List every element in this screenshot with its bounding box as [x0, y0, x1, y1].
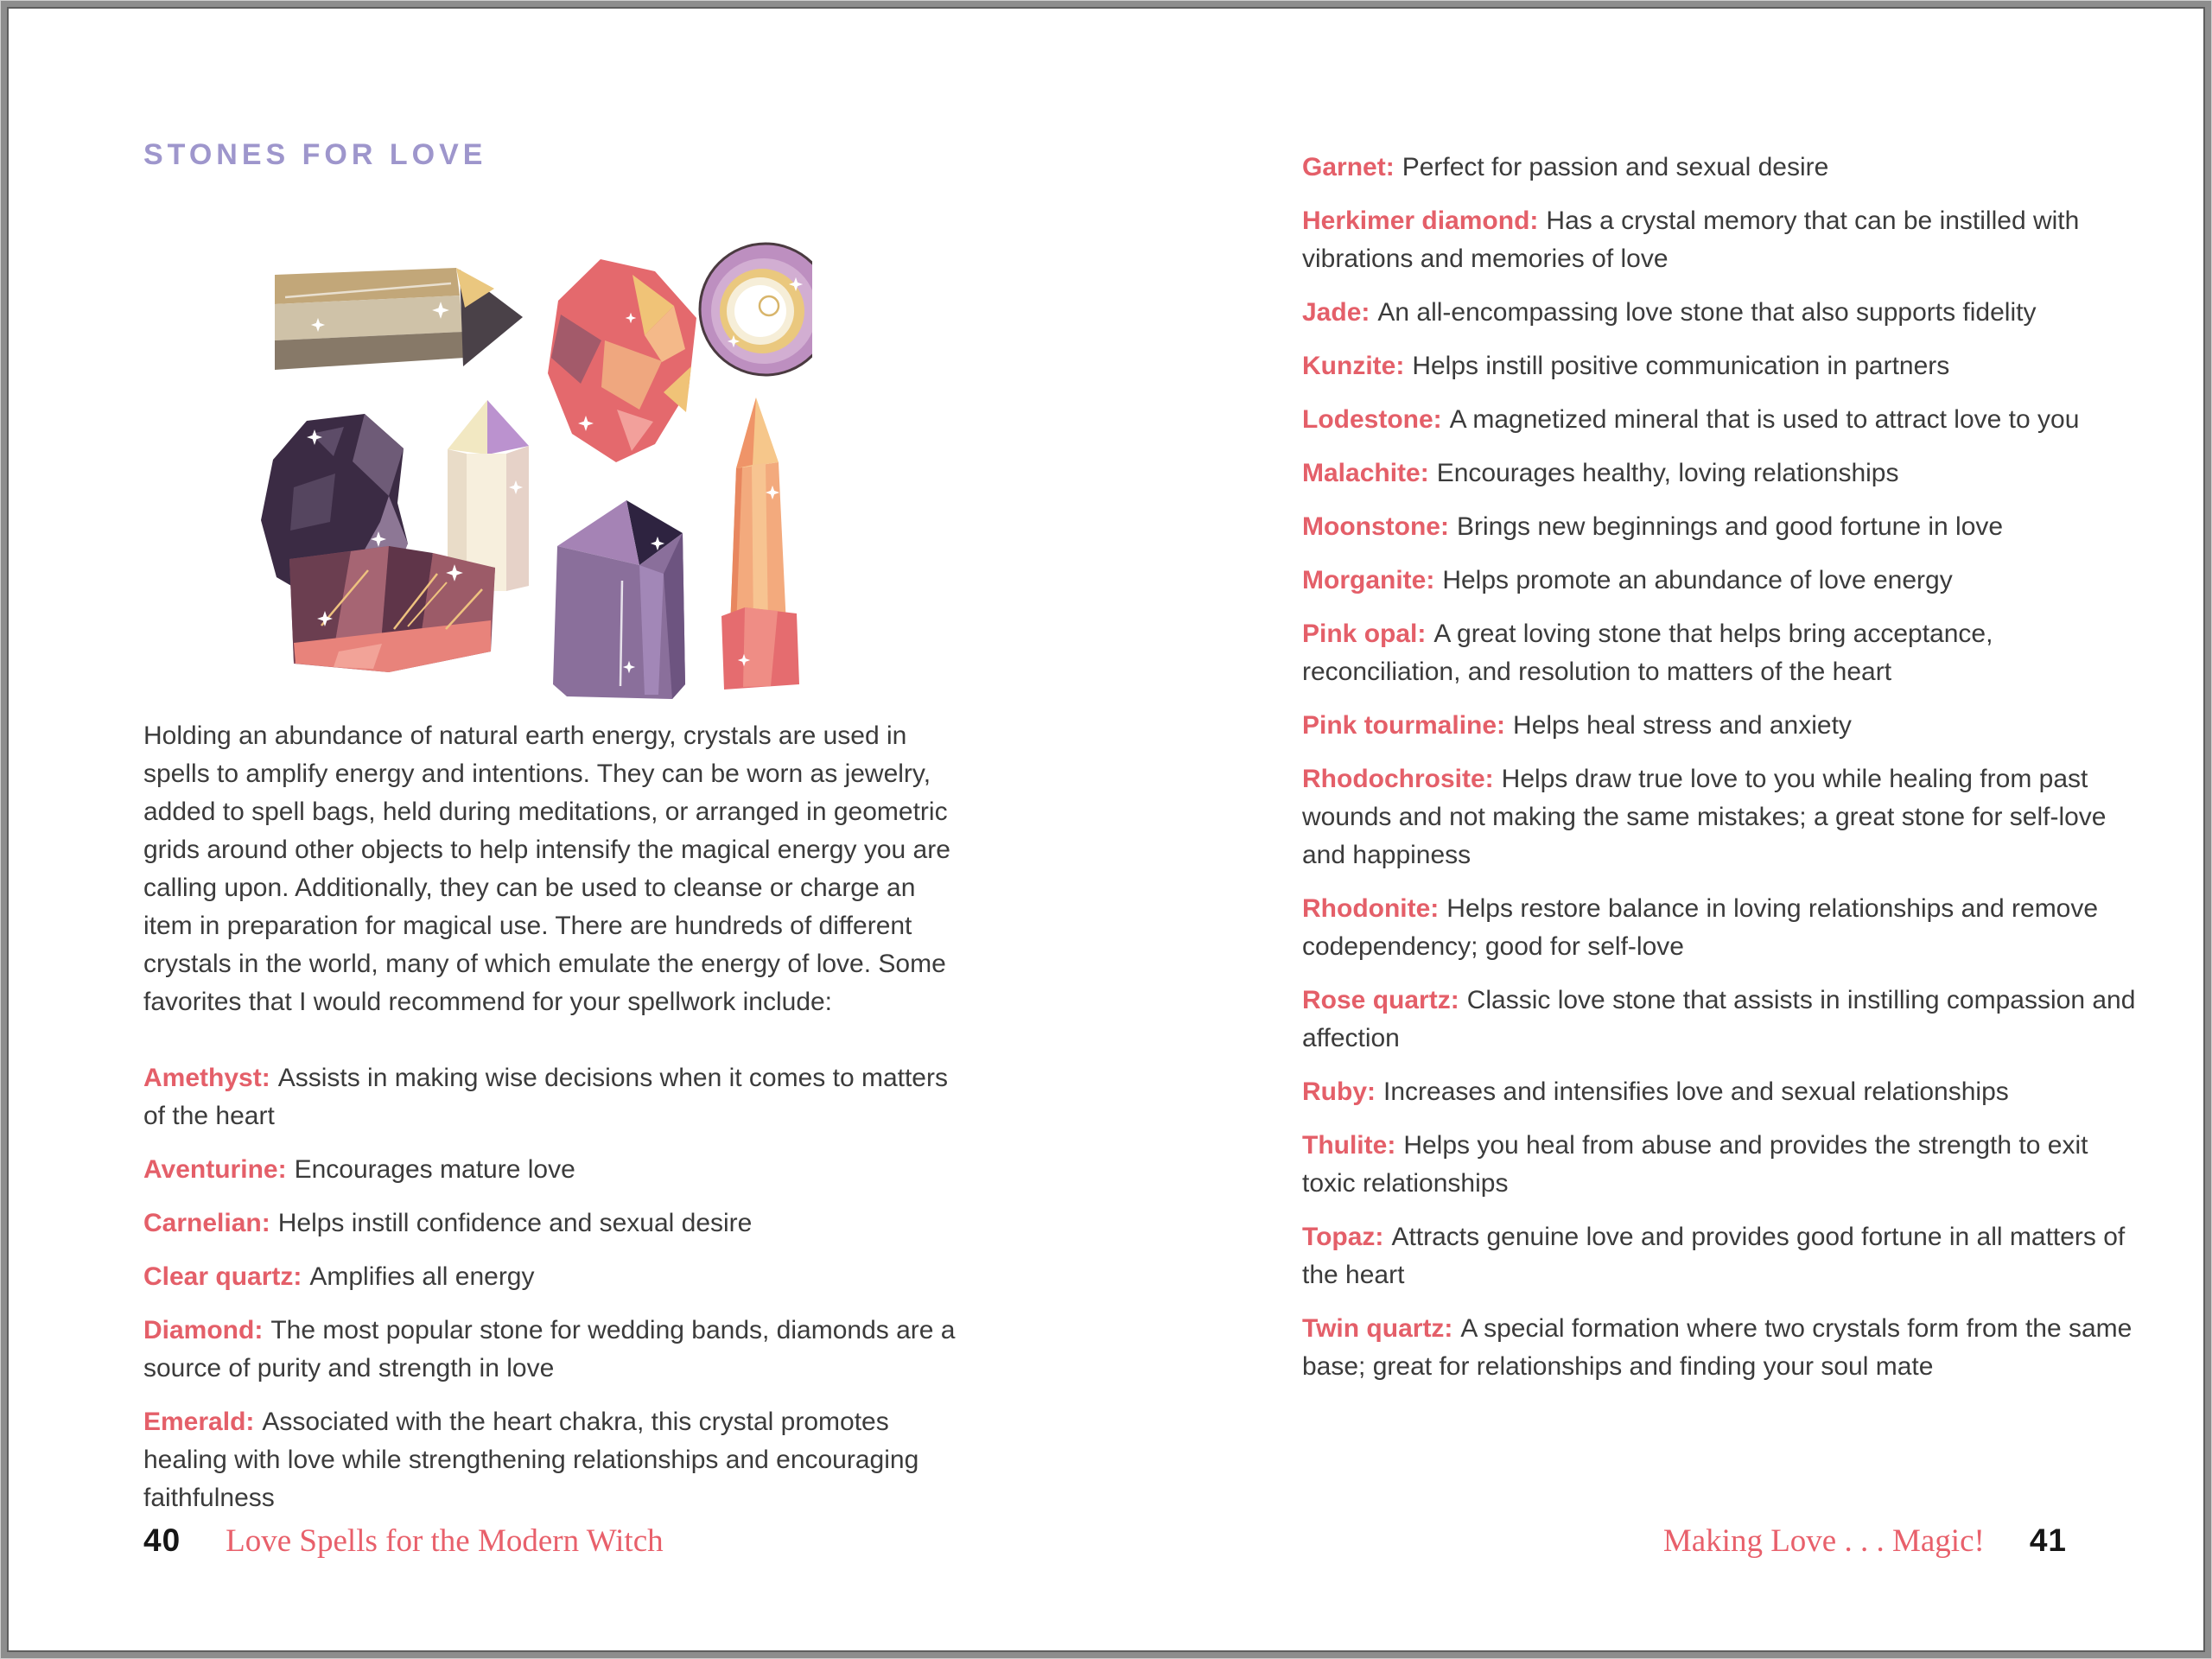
stone-name: Moonstone: — [1302, 512, 1449, 541]
stone-entry — [1302, 562, 2139, 600]
stone-name: Kunzite: — [1302, 352, 1405, 380]
stone-description: A great loving stone that helps bring acceptance, reconciliation, and resolution to matters of the heart — [1302, 620, 1993, 686]
stone-entry — [1302, 982, 2139, 1058]
left-footer — [143, 1522, 664, 1567]
stone-description: Helps promote an abundance of love energy — [1442, 566, 1953, 594]
crystal-illustration — [259, 235, 812, 702]
stone-description: Has a crystal memory that can be instilled with vibrations and memories of love — [1302, 207, 2080, 273]
stone-description: Encourages healthy, loving relationships — [1436, 459, 1899, 487]
stone-name: Topaz: — [1302, 1223, 1384, 1251]
stone-name: Emerald: — [143, 1408, 255, 1436]
stone-entry — [1302, 401, 2139, 439]
stone-description: Classic love stone that assists in instilling compassion and affection — [1302, 986, 2136, 1052]
stone-name: Ruby: — [1302, 1077, 1376, 1106]
footer-section-title: Making Love . . . Magic! — [1662, 1523, 1985, 1559]
intro-paragraph: Holding an abundance of natural earth energy, crystals are used in spells to amplify energy and intentions. They can be worn as jewelry, added to spell bags, held during meditations, or arranged in geometric grids around other objects to help intensify the magical energy you are calling upon. Additionally, they can be used to cleanse or charge an item in preparation for magical use. There are hundreds of different crystals in the world, many of which emulate the energy of love. Some favorites that I would recommend for your spellwork include: — [143, 721, 950, 1016]
stone-name: Pink tourmaline: — [1302, 711, 1506, 740]
stone-description: The most popular stone for wedding bands, diamonds are a source of purity and strength in love — [143, 1316, 956, 1382]
stone-description: An all-encompassing love stone that also supports fidelity — [1377, 298, 2037, 327]
stone-list-right — [1302, 149, 2139, 1402]
stone-entry — [1302, 149, 2139, 187]
stone-entry — [1302, 347, 2139, 385]
stone-name: Clear quartz: — [143, 1262, 302, 1291]
stone-description: Encourages mature love — [294, 1155, 575, 1184]
stone-name: Herkimer diamond: — [1302, 207, 1539, 235]
maroon-slab-icon — [289, 546, 495, 672]
stone-description: Attracts genuine love and provides good fortune in all matters of the heart — [1302, 1223, 2126, 1289]
stone-name: Diamond: — [143, 1316, 264, 1344]
stone-entry — [143, 1151, 973, 1189]
stone-entry — [1302, 890, 2139, 966]
stone-name: Thulite: — [1302, 1131, 1396, 1160]
stone-description: A magnetized mineral that is used to attract love to you — [1449, 405, 2080, 434]
stone-entry — [1302, 707, 2139, 745]
footer-page-number-right: 41 — [2029, 1522, 2067, 1558]
book-spread — [7, 7, 2205, 1652]
stone-description: Assists in making wise decisions when it comes to matters of the heart — [143, 1064, 948, 1130]
stone-description: Helps heal stress and anxiety — [1513, 711, 1852, 740]
purple-crystal-icon — [553, 500, 685, 699]
stone-list-left — [143, 1059, 973, 1533]
stone-description: Brings new beginnings and good fortune in love — [1456, 512, 2004, 541]
coral-cluster-icon — [548, 259, 696, 462]
stone-entry — [1302, 508, 2139, 546]
stone-description: Helps draw true love to you while healing from past wounds and not making the same mistakes; a great stone for self-love and happiness — [1302, 765, 2107, 869]
stone-entry — [1302, 1073, 2139, 1111]
stone-entry — [143, 1312, 973, 1388]
stone-entry — [143, 1258, 973, 1296]
stone-entry — [143, 1059, 973, 1135]
orange-crystal-tower-icon — [721, 397, 799, 690]
footer-book-title: Love Spells for the Modern Witch — [226, 1523, 664, 1559]
geode-icon — [700, 244, 812, 375]
stone-entry — [1302, 454, 2139, 493]
stone-name: Rhodochrosite: — [1302, 765, 1494, 793]
stone-description: Helps instill positive communication in partners — [1412, 352, 1950, 380]
stone-name: Lodestone: — [1302, 405, 1442, 434]
stone-name: Aventurine: — [143, 1155, 287, 1184]
stone-entry — [1302, 294, 2139, 332]
stone-entry — [1302, 1310, 2139, 1386]
stone-name: Rose quartz: — [1302, 986, 1459, 1014]
stone-description: Increases and intensifies love and sexual relationships — [1383, 1077, 2009, 1106]
stone-name: Carnelian: — [143, 1209, 270, 1237]
pencil-crystal-icon — [275, 268, 523, 370]
stone-description: A special formation where two crystals form from the same base; great for relationships and finding your soul mate — [1302, 1314, 2133, 1381]
stone-entry — [143, 1205, 973, 1243]
stone-name: Twin quartz: — [1302, 1314, 1453, 1343]
stone-name: Rhodonite: — [1302, 894, 1440, 923]
stone-description: Amplifies all energy — [309, 1262, 535, 1291]
stone-description: Helps you heal from abuse and provides the strength to exit toxic relationships — [1302, 1131, 2088, 1198]
stone-entry — [1302, 1127, 2139, 1203]
stone-name: Pink opal: — [1302, 620, 1427, 648]
stone-entry — [1302, 760, 2139, 874]
stone-name: Malachite: — [1302, 459, 1429, 487]
stone-name: Amethyst: — [143, 1064, 270, 1092]
page-title: STONES FOR LOVE — [143, 138, 487, 171]
stone-name: Jade: — [1302, 298, 1370, 327]
stone-description: Helps instill confidence and sexual desire — [277, 1209, 753, 1237]
footer-page-number-left: 40 — [143, 1522, 181, 1558]
stone-entry — [1302, 615, 2139, 691]
stone-description: Associated with the heart chakra, this crystal promotes healing with love while strengthening relationships and encouraging faithfulness — [143, 1408, 919, 1512]
stone-description: Perfect for passion and sexual desire — [1402, 153, 1829, 181]
stone-entry — [1302, 202, 2139, 278]
stone-entry — [143, 1403, 973, 1517]
stone-entry — [1302, 1218, 2139, 1294]
stone-description: Helps restore balance in loving relationships and remove codependency; good for self-love — [1302, 894, 2099, 961]
stone-name: Garnet: — [1302, 153, 1395, 181]
stone-name: Morganite: — [1302, 566, 1435, 594]
right-footer — [1663, 1522, 2067, 1567]
